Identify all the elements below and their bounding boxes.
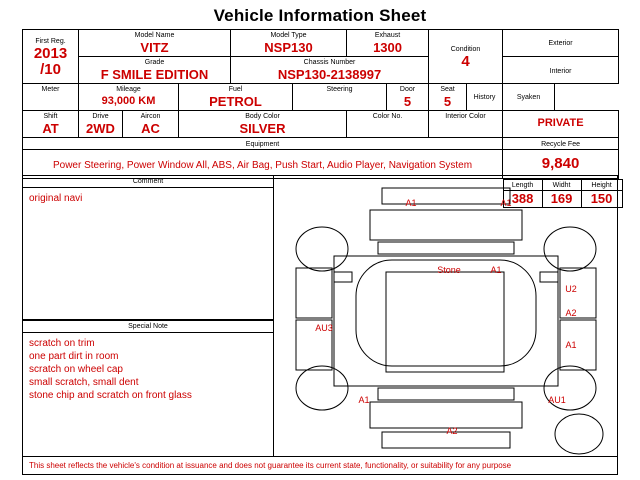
mirror-left (334, 272, 352, 282)
front-bumper (382, 188, 510, 204)
cell-seat (429, 84, 467, 111)
spare-wheel (555, 414, 603, 454)
roof-panel (386, 272, 504, 372)
exterior-label: Exterior (548, 40, 573, 47)
length-label: Length (511, 182, 534, 189)
table-row (23, 30, 619, 57)
cell-aircon (123, 111, 179, 138)
history-label: History (473, 94, 496, 101)
fuel-value: PETROL (209, 94, 262, 109)
width-label: Widht (552, 182, 571, 189)
page-title: Vehicle Information Sheet (213, 6, 427, 25)
cell-color-no (347, 111, 429, 138)
cell-history (467, 84, 503, 111)
windscreen (378, 242, 514, 254)
special-note-box (22, 320, 274, 457)
damage-mark: AU1 (548, 395, 566, 405)
model-name-value: VITZ (140, 40, 169, 55)
body-color-value: SILVER (239, 121, 286, 136)
special-note-line: stone chip and scratch on front glass (29, 390, 192, 401)
meter-label: Meter (41, 86, 60, 93)
length-value: 388 (511, 191, 534, 206)
comment-header: Comment (23, 176, 273, 188)
car-outline-svg (274, 176, 617, 457)
cell-shift (23, 111, 79, 138)
mileage-label: Mileage (116, 86, 141, 93)
exhaust-label: Exhaust (374, 32, 401, 39)
cell-private-history (503, 111, 619, 138)
shift-value: AT (42, 121, 59, 136)
recycle-fee-value: 9,840 (541, 155, 580, 172)
recycle-fee-label: Recycle Fee (541, 140, 580, 148)
comment-text: original navi (29, 193, 83, 204)
damage-mark: Stone (437, 265, 461, 275)
special-note-line: one part dirt in room (29, 351, 119, 362)
model-type-label: Model Type (270, 32, 307, 39)
special-note-line: scratch on trim (29, 338, 95, 349)
damage-mark: A1 (500, 198, 512, 208)
special-note-header: Special Note (23, 321, 273, 333)
interior-label-text: Interior (549, 67, 572, 75)
equipment-value: Power Steering, Power Window All, ABS, Air Bag, Push Start, Audio Player, Navigation System (52, 160, 473, 171)
cell-condition (429, 30, 503, 84)
bonnet (370, 210, 522, 240)
seat-label: Seat (440, 86, 455, 93)
model-name-label: Model Name (134, 32, 175, 39)
door-label: Door (399, 86, 416, 93)
rear-window (378, 388, 514, 400)
grade-label: Grade (144, 59, 165, 66)
aircon-value: AC (141, 121, 160, 136)
cell-recycle-fee-label (503, 138, 619, 150)
height-label: Height (591, 182, 612, 189)
color-no-label: Color No. (372, 113, 403, 120)
cell-drive (79, 111, 123, 138)
cell-model-name (79, 30, 231, 57)
first-reg-month: /10 (40, 60, 61, 78)
shift-label: Shift (43, 113, 58, 120)
boot (370, 402, 522, 428)
interior-color-label: Interior Color (445, 113, 486, 120)
cell-syaken (503, 84, 555, 111)
cell-equipment-header (23, 138, 503, 150)
drive-label: Drive (92, 113, 109, 120)
special-note-line: small scratch, small dent (29, 377, 139, 388)
exhaust-value: 1300 (373, 40, 402, 55)
comment-box (22, 175, 274, 320)
cell-model-type (231, 30, 347, 57)
damage-mark: A1 (405, 198, 417, 208)
cell-chassis-number (231, 57, 429, 84)
wheel-front-left (296, 227, 348, 271)
wheel-rear-left (296, 366, 348, 410)
vehicle-damage-diagram (274, 175, 618, 457)
seat-value: 5 (443, 94, 452, 109)
cell-interior-color (429, 111, 503, 138)
body-color-label: Body Color (245, 113, 280, 120)
cell-exterior (503, 30, 619, 57)
mirror-right (540, 272, 558, 282)
table-row (23, 111, 619, 138)
first-reg-label: First Reg. (35, 37, 66, 45)
mileage-value: 93,000 KM (101, 95, 156, 107)
table-row (23, 138, 619, 150)
cell-exhaust (347, 30, 429, 57)
fuel-label: Fuel (228, 86, 243, 93)
steering-label: Steering (326, 86, 353, 93)
wheel-front-right (544, 227, 596, 271)
table-row (23, 84, 619, 111)
width-value: 169 (550, 191, 573, 206)
damage-mark: A1 (490, 265, 502, 275)
damage-mark: A2 (446, 426, 458, 436)
chassis-label: Chassis Number (303, 59, 356, 66)
first-reg-year: 2013 (33, 44, 68, 62)
equipment-label: Equipment (245, 140, 280, 148)
condition-value: 4 (461, 52, 470, 70)
grade-value: F SMILE EDITION (100, 67, 209, 82)
height-value: 150 (590, 191, 613, 206)
left-front-panel (296, 268, 332, 318)
cell-steering (293, 84, 387, 111)
table-row (23, 57, 619, 84)
cell-fuel (179, 84, 293, 111)
damage-mark: AU3 (315, 323, 333, 333)
cell-meter (23, 84, 79, 111)
damage-mark: A1 (358, 395, 370, 405)
special-note-text (23, 333, 273, 406)
cabin-outline (356, 260, 536, 366)
aircon-label: Aircon (140, 113, 161, 120)
drive-value: 2WD (86, 121, 115, 136)
damage-mark: A1 (565, 340, 577, 350)
lower-section (22, 175, 618, 457)
damage-mark: U2 (565, 284, 577, 294)
condition-label: Condition (450, 45, 481, 53)
syaken-label: Syaken (516, 94, 541, 101)
cell-first-registration (23, 30, 79, 84)
cell-mileage (79, 84, 179, 111)
chassis-value: NSP130-2138997 (277, 67, 382, 82)
special-note-line: scratch on wheel cap (29, 364, 123, 375)
door-value: 5 (403, 94, 412, 109)
cell-body-color (179, 111, 347, 138)
footer-disclaimer: This sheet reflects the vehicle's condition at issuance and does not guarantee its current state, functionality, or suitability for any purpose (22, 457, 618, 475)
damage-mark: A2 (565, 308, 577, 318)
cell-door (387, 84, 429, 111)
history-value: PRIVATE (537, 117, 584, 129)
model-type-value: NSP130 (264, 40, 313, 55)
cell-interior (503, 57, 619, 84)
cell-grade (79, 57, 231, 84)
